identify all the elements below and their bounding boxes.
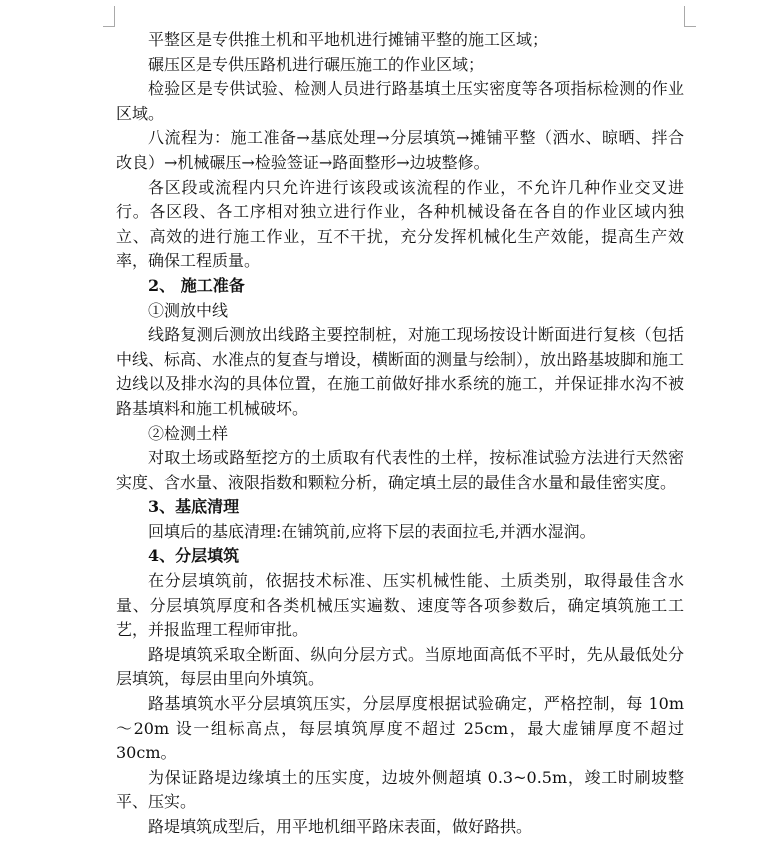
heading-construction-prep: 2、 施工准备 [148,275,245,295]
paragraph-filling-method: 路堤填筑采取全断面、纵向分层方式。当原地面高低不平时，先从最低处分层填筑，每层由里向外填筑。 [116,644,684,689]
paragraph-zone-rules: 各区段或流程内只允许进行该段或该流程的作业，不允许几种作业交叉进行。各区段、各工序相对独立进行作业，各种机械设备在各自的作业区域内独立、高效的进行施工作业，互不干扰，充分发挥机械化生产效能，提高生产效率，确保工程质量。 [116,177,684,271]
heading-layered-filling: 4、分层填筑 [148,546,240,566]
subheading-centerline: ①测放中线 [148,300,229,320]
subheading-soil-sample: ②检测土样 [148,423,229,443]
paragraph-centerline: 线路复测后测放出线路主要控制桩，对施工现场按设计断面进行复核（包括中线、标高、水准点的复查与增设，横断面的测量与绘制），放出路基坡脚和施工边线以及排水沟的具体位置，在施工前做好排水系统的施工，并保证排水沟不被路基填料和施工机械破坏。 [116,325,685,418]
paragraph-layer-thickness: 路基填筑水平分层填筑压实，分层厚度根据试验确定，严格控制，每 10m～20m 设一组标高点，每层填筑厚度不超过 25cm，最大虚铺厚度不超过 30cm。 [116,694,684,763]
paragraph-filling-params: 在分层填筑前，依据技术标准、压实机械性能、土质类别，取得最佳含水量、分层填筑厚度和各类机械压实遍数、速度等各项参数后，确定填筑施工工艺，并报监理工程师审批。 [116,571,684,640]
document-body [116,28,684,840]
margin-corner-mark-left [103,6,115,27]
paragraph-inspection-zone: 检验区是专供试验、检测人员进行路基填土压实密度等各项指标检测的作业区域。 [116,79,684,123]
paragraph-base-cleaning: 回填后的基底清理:在铺筑前,应将下层的表面拉毛,并洒水湿润。 [148,521,596,541]
margin-corner-mark-right [684,6,696,27]
paragraph-edge-compaction: 为保证路堤边缘填土的压实度，边坡外侧超填 0.3~0.5m，竣工时刷坡整平、压实。 [116,767,684,812]
paragraph-soil-sample: 对取土场或路堑挖方的土质取有代表性的土样，按标准试验方法进行天然密实度、含水量、液限指数和颗粒分析，确定填土层的最佳含水量和最佳密实度。 [116,448,684,492]
paragraph-grading-zone: 平整区是专供推土机和平地机进行摊铺平整的施工区域； [148,30,549,49]
heading-base-cleaning: 3、基底清理 [148,497,240,517]
paragraph-subgrade-finish: 路堤填筑成型后，用平地机细平路床表面，做好路拱。 [148,817,533,836]
paragraph-rolling-zone: 碾压区是专供压路机进行碾压施工的作业区域； [148,54,485,74]
paragraph-eight-processes: 八流程为：施工准备→基底处理→分层填筑→摊铺平整（洒水、晾晒、拌合改良）→机械碾压→检验签证→路面整形→边坡整修。 [116,128,684,172]
